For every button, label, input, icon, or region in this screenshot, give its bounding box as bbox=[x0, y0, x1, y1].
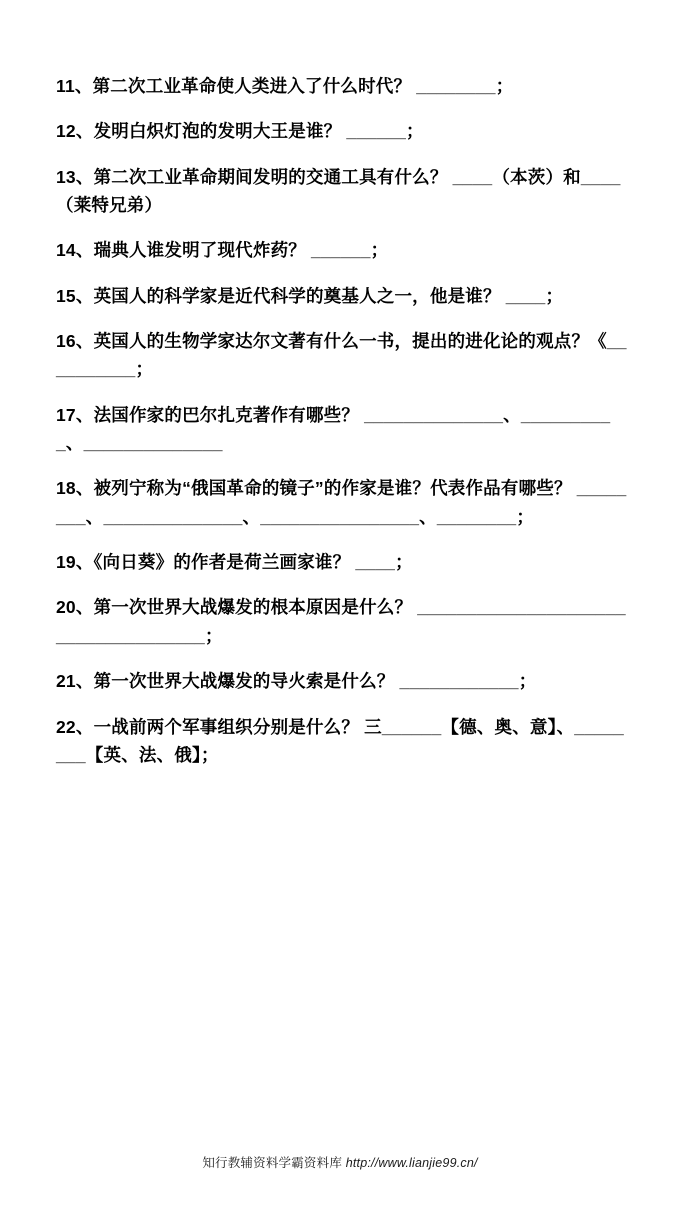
question-item: 22、一战前两个军事组织分别是什么？ 三______【德、奥、意】、________【英、法、俄】； bbox=[56, 716, 624, 765]
question-item: 21、第一次世界大战爆发的导火索是什么？ ____________； bbox=[56, 671, 537, 692]
question-item: 18、被列宁称为“俄国革命的镜子”的作家是谁？代表作品有哪些？ ________、______________、________________、________； bbox=[56, 478, 627, 527]
question-item: 15、英国人的科学家是近代科学的奠基人之一，他是谁？ ____； bbox=[56, 285, 564, 306]
question-item: 11、第二次工业革命使人类进入了什么时代？ ________； bbox=[56, 76, 514, 96]
question-item: 20、第一次世界大战爆发的根本原因是什么？ ____________________________________； bbox=[56, 597, 626, 646]
question-item: 12、发明白炽灯泡的发明大王是谁？ ______； bbox=[56, 121, 424, 142]
question-item: 19、《向日葵》的作者是荷兰画家谁？ ____； bbox=[56, 552, 413, 573]
footer-url: http://www.lianjie99.cn/ bbox=[345, 1156, 478, 1170]
footer-site-name: 知行教辅资料学霸资料库 bbox=[202, 1156, 343, 1170]
question-item: 14、瑞典人谁发明了现代炸药？ ______； bbox=[56, 240, 389, 261]
page-footer bbox=[0, 1153, 680, 1171]
question-item: 16、英国人的生物学家达尔文著有什么一书，提出的进化论的观点？《__________； bbox=[56, 331, 627, 380]
question-item: 17、法国作家的巴尔扎克著作有哪些？ ______________、__________、______________ bbox=[56, 404, 611, 454]
question-item: 13、第二次工业革命期间发明的交通工具有什么？ ____（本茨）和____（莱特兄弟） bbox=[56, 166, 621, 216]
question-list bbox=[56, 72, 628, 769]
